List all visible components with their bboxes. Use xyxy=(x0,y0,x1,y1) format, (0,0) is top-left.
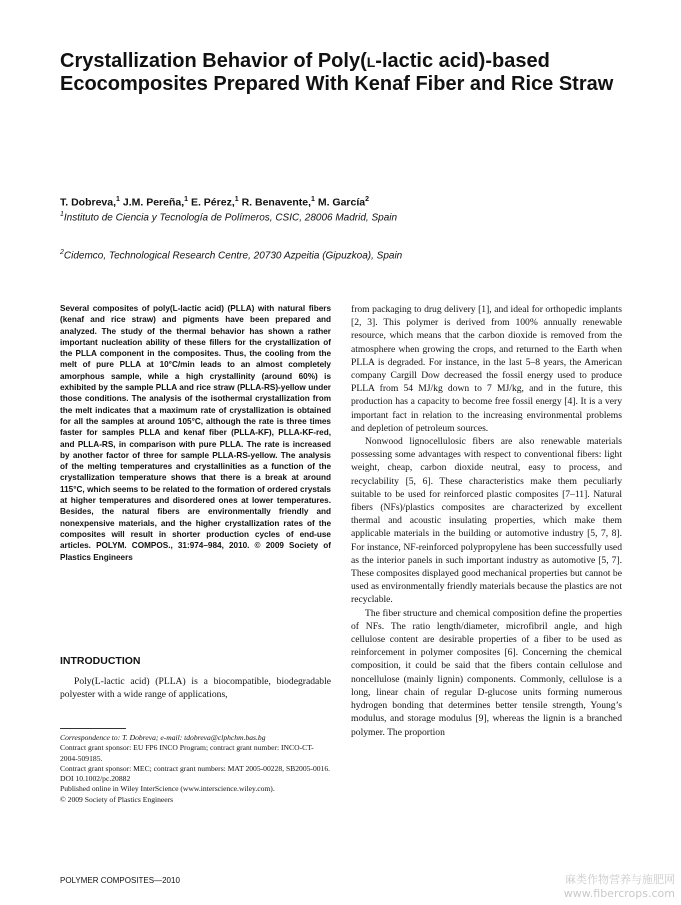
body-paragraph: Nonwood lignocellulosic fibers are also renewable materials possessing some advantages with respect to conventional fibers: light weight, cheap, carbon dioxide neutral, easy to process, and recyclability [5, 6]. These characteristics make them peculiarly suitable to be used for reinforced plastic composites [7–11]. Natural fibers (NFs)/plastics composites are characterized by excellent thermal and acoustic insulating properties, which make them applicable materials in the building or automotive industry [5, 7, 8]. For instance, NF-reinforced polypropylene has been successfully used as the interior panels in such important industry as automotive [5, 7]. These composites displayed good mechanical properties but cannot be used as environmentally friendly materials because the plastics are not recyclable. xyxy=(351,436,622,606)
footnote-grant-2: Contract grant sponsor: MEC; contract grant numbers: MAT 2005-00228, SB2005-0016. xyxy=(60,763,331,773)
watermark: 麻类作物营养与施肥网 www.fibercrops.com xyxy=(563,873,675,900)
footnote-copyright: © 2009 Society of Plastics Engineers xyxy=(60,794,174,804)
author: E. Pérez, xyxy=(188,196,235,209)
abstract: Several composites of poly(L-lactic acid) (PLLA) with natural fibers (kenaf and rice straw) and pigments have been prepared and analyzed. The study of the thermal behavior has shown a rather important nucleation ability of these fillers for the crystallization of the PLLA component in the composites. Thus, the cooling from the melt of pure PLLA at 10°C/min leads to an almost completely amorphous sample, while a high crystallinity (around 60%) is exhibited by the sample PLLA and rice straw (PLLA-RS)-yellow under those conditions. The analysis of the isothermal crystallization from the melt indicates that a maximum rate of crystallization is obtained for all the samples at around 105°C, although the rate is three times faster for samples PLLA and kenaf fiber (PLLA-KF), PLLA-KF-red, and PLLA-RS, in comparison with pure PLLA. The rate is increased by another factor of three for sample PLLA-RS-yellow. The analysis of the melting temperatures and crystallinities as a function of the crystallization temperature shows that there is a break at around 115°C, which seems to be related to the formation of ordered crystals at higher temperatures and disordered ones at lower temperatures. Besides, the natural fibers are environmentally friendly and nonexpensive materials, and the higher crystallization rates of the composites will result in shorter production cycles of end-use articles. POLYM. COMPOS., 31:974–984, 2010. © 2009 Society of Plastics Engineers xyxy=(60,304,331,562)
body-paragraph: from packaging to drug delivery [1], and ideal for orthopedic implants [2, 3]. This polymer is derived from 100% annually renewable resource, which means that the carbon dioxide is removed from the atmosphere when growing the crops, and returned to the Earth when PLLA is degraded. For instance, in the last 5–8 years, the American company Cargill Dow decreased the fossil energy used to produce PLLA from 54 MJ/kg down to 7 MJ/kg, and in the future, this production has a capacity to become free fossil energy [4]. It is a very important fact in relation to the increasing environmental problems and depletion of petroleum sources. xyxy=(351,304,622,434)
left-column xyxy=(60,303,331,563)
affiliation-1: $^1$Instituto de Ciencia y Tecnología de Polímeros, CSIC, 28006 Madrid, Spain xyxy=(60,211,398,224)
body-paragraph: The fiber structure and chemical composition define the properties of NFs. The ratio length/diameter, microfibril angle, and high cellulose content are desirable properties of a fiber to be used as reinforcement in polymer composites [6]. Concerning the chemical composition, it could be said that the fibers contain cellulose and noncellulose (mainly lignin) components. Commonly, cellulose is a long, linear chain of regular D-glucose units forming numerous hydrogen bonding that determines better tensile strength, Young’s modulus, and storage modulus [9], whereas the lignin is a branched polymer. The proportion xyxy=(351,607,622,738)
footnote-grant-1: Contract grant sponsor: EU FP6 INCO Program; contract grant number: INCO-CT-2004-509185. xyxy=(60,743,314,763)
author: J.M. Pereña, xyxy=(119,196,185,209)
author-list: T. Dobreva,$^1$ J.M. Pereña,$^1$ E. Pérez,$^1$ R. Benavente,$^1$ M. García$^2$ xyxy=(60,196,370,209)
footnote-rule xyxy=(60,728,126,729)
author: M. García xyxy=(314,196,366,209)
footnote-published: Published online in Wiley InterScience (www.interscience.wiley.com). xyxy=(60,784,275,794)
introduction-heading: INTRODUCTION xyxy=(60,655,141,667)
paper-title: Crystallization Behavior of Poly(l-lactic acid)-based Ecocomposites Prepared With Kenaf Fiber and Rice Straw xyxy=(60,50,614,95)
footnote-doi: DOI 10.1002/pc.20882 xyxy=(60,774,131,784)
affiliation-2: $^2$Cidemco, Technological Research Centre, 20730 Azpeitia (Gipuzkoa), Spain xyxy=(60,249,403,262)
right-column xyxy=(351,303,622,739)
author: R. Benavente, xyxy=(238,196,312,209)
author: T. Dobreva, xyxy=(60,196,117,209)
introduction-text: Poly(L-lactic acid) (PLLA) is a biocompatible, biodegradable polyester with a wide range of applications, xyxy=(60,676,331,701)
footnotes xyxy=(60,733,331,805)
page-footer: POLYMER COMPOSITES—2010 xyxy=(60,876,180,885)
footnote-correspondence: Correspondence to: T. Dobreva; e-mail: tdobreva@clphchm.bas.bg xyxy=(60,733,266,742)
